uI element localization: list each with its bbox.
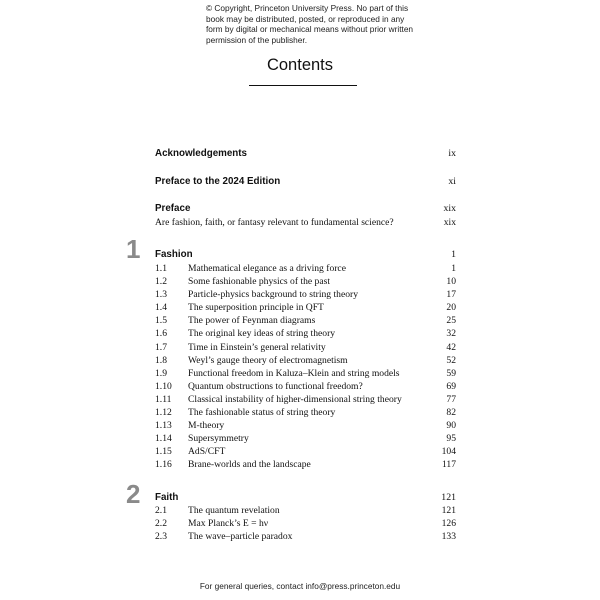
section-page: 17 xyxy=(446,289,456,301)
toc-section[interactable] xyxy=(155,342,456,355)
section-title: Supersymmetry xyxy=(188,433,249,445)
section-title: AdS/CFT xyxy=(188,446,226,458)
toc-section[interactable] xyxy=(155,302,456,315)
toc-section[interactable] xyxy=(155,315,456,328)
toc-chapter-faith[interactable] xyxy=(155,492,456,503)
section-list-chapter-1 xyxy=(155,263,456,473)
toc-section[interactable] xyxy=(155,328,456,341)
toc-entry-preface[interactable] xyxy=(155,203,456,214)
section-title: Weyl’s gauge theory of electromagnetism xyxy=(188,354,348,366)
toc-section[interactable] xyxy=(155,368,456,381)
section-title: M-theory xyxy=(188,420,225,432)
toc-entry-preface-subtitle[interactable] xyxy=(155,217,456,228)
section-number: 2.3 xyxy=(155,531,167,543)
footer-contact: For general queries, contact info@press.princeton.edu xyxy=(199,581,401,591)
toc-section[interactable] xyxy=(155,355,456,368)
toc-section[interactable] xyxy=(155,394,456,407)
section-page: 121 xyxy=(441,505,456,516)
section-number: 1.16 xyxy=(155,459,172,471)
chapter-title: Fashion xyxy=(155,249,193,260)
section-page: 32 xyxy=(446,328,456,340)
section-page: 90 xyxy=(446,420,456,432)
section-page: 126 xyxy=(441,518,456,530)
section-page: 42 xyxy=(446,341,456,353)
section-page: 52 xyxy=(446,354,456,366)
section-title: Some fashionable physics of the past xyxy=(188,276,331,288)
section-list-chapter-2 xyxy=(155,505,456,544)
section-number: 1.9 xyxy=(155,367,167,379)
section-page: 95 xyxy=(446,433,456,445)
toc-entry-page: xix xyxy=(443,203,456,214)
section-title: The quantum revelation xyxy=(188,505,280,516)
section-number: 1.14 xyxy=(155,433,172,445)
section-number: 2.1 xyxy=(155,505,167,516)
section-page: 69 xyxy=(446,380,456,392)
section-number: 1.6 xyxy=(155,328,167,340)
section-page: 77 xyxy=(446,393,456,405)
section-title: Max Planck’s E = hν xyxy=(188,518,269,530)
toc-section[interactable] xyxy=(155,263,456,276)
toc-section[interactable] xyxy=(155,459,456,472)
toc-section[interactable] xyxy=(155,531,456,544)
section-number: 1.11 xyxy=(155,393,172,405)
section-title: The fashionable status of string theory xyxy=(188,407,336,419)
section-number: 1.13 xyxy=(155,420,172,432)
section-number: 1.12 xyxy=(155,407,172,419)
toc-entry-page: xix xyxy=(443,217,456,228)
toc-section[interactable] xyxy=(155,407,456,420)
toc-entry-preface-2024[interactable] xyxy=(155,176,456,187)
section-page: 10 xyxy=(446,276,456,288)
chapter-number: 1 xyxy=(126,234,141,264)
section-page: 59 xyxy=(446,367,456,379)
toc-entry-title: Preface xyxy=(155,203,191,214)
section-number: 1.2 xyxy=(155,276,167,288)
section-title: Particle-physics background to string theory xyxy=(188,289,358,301)
title-underline xyxy=(249,85,357,86)
chapter-number: 2 xyxy=(126,479,141,509)
section-number: 1.15 xyxy=(155,446,172,458)
toc-entry-acknowledgements[interactable] xyxy=(155,148,456,159)
section-page: 82 xyxy=(446,407,456,419)
toc-entry-title: Are fashion, faith, or fantasy relevant to fundamental science? xyxy=(155,217,394,228)
section-title: The power of Feynman diagrams xyxy=(188,315,316,327)
section-title: The wave–particle paradox xyxy=(188,531,293,543)
section-page: 20 xyxy=(446,302,456,314)
toc-section[interactable] xyxy=(155,446,456,459)
toc-section[interactable] xyxy=(155,433,456,446)
section-number: 1.1 xyxy=(155,263,167,274)
section-number: 1.5 xyxy=(155,315,167,327)
section-page: 25 xyxy=(446,315,456,327)
chapter-title: Faith xyxy=(155,492,179,503)
toc-section[interactable] xyxy=(155,420,456,433)
section-page: 104 xyxy=(441,446,456,458)
section-page: 1 xyxy=(451,263,456,274)
chapter-page: 1 xyxy=(451,249,456,260)
chapter-page: 121 xyxy=(441,492,456,503)
section-page: 117 xyxy=(441,459,456,471)
toc-entry-title: Preface to the 2024 Edition xyxy=(155,176,281,187)
section-number: 1.10 xyxy=(155,380,172,392)
section-title: Quantum obstructions to functional freedom? xyxy=(188,380,363,392)
section-title: Mathematical elegance as a driving force xyxy=(188,263,346,274)
section-title: Time in Einstein’s general relativity xyxy=(188,341,326,353)
toc-section[interactable] xyxy=(155,518,456,531)
section-number: 2.2 xyxy=(155,518,167,530)
section-title: Classical instability of higher-dimensional string theory xyxy=(188,393,402,405)
toc-entry-page: xi xyxy=(448,176,456,187)
copyright-notice: © Copyright, Princeton University Press. No part of this book may be distributed, posted, or reproduced in any form by digital or mechanical means without prior written permission of the publisher. xyxy=(206,3,414,45)
section-number: 1.4 xyxy=(155,302,167,314)
page-title: Contents xyxy=(266,56,334,74)
toc-section[interactable] xyxy=(155,276,456,289)
section-page: 133 xyxy=(441,531,456,543)
section-title: Brane-worlds and the landscape xyxy=(188,459,311,471)
section-title: Functional freedom in Kaluza–Klein and string models xyxy=(188,367,400,379)
section-title: The original key ideas of string theory xyxy=(188,328,336,340)
section-title: The superposition principle in QFT xyxy=(188,302,324,314)
toc-entry-page: ix xyxy=(448,148,456,159)
section-number: 1.7 xyxy=(155,341,167,353)
toc-section[interactable] xyxy=(155,505,456,518)
toc-chapter-fashion[interactable] xyxy=(155,249,456,260)
toc-section[interactable] xyxy=(155,381,456,394)
section-number: 1.3 xyxy=(155,289,167,301)
toc-section[interactable] xyxy=(155,289,456,302)
section-number: 1.8 xyxy=(155,354,167,366)
toc-entry-title: Acknowledgements xyxy=(155,148,248,159)
